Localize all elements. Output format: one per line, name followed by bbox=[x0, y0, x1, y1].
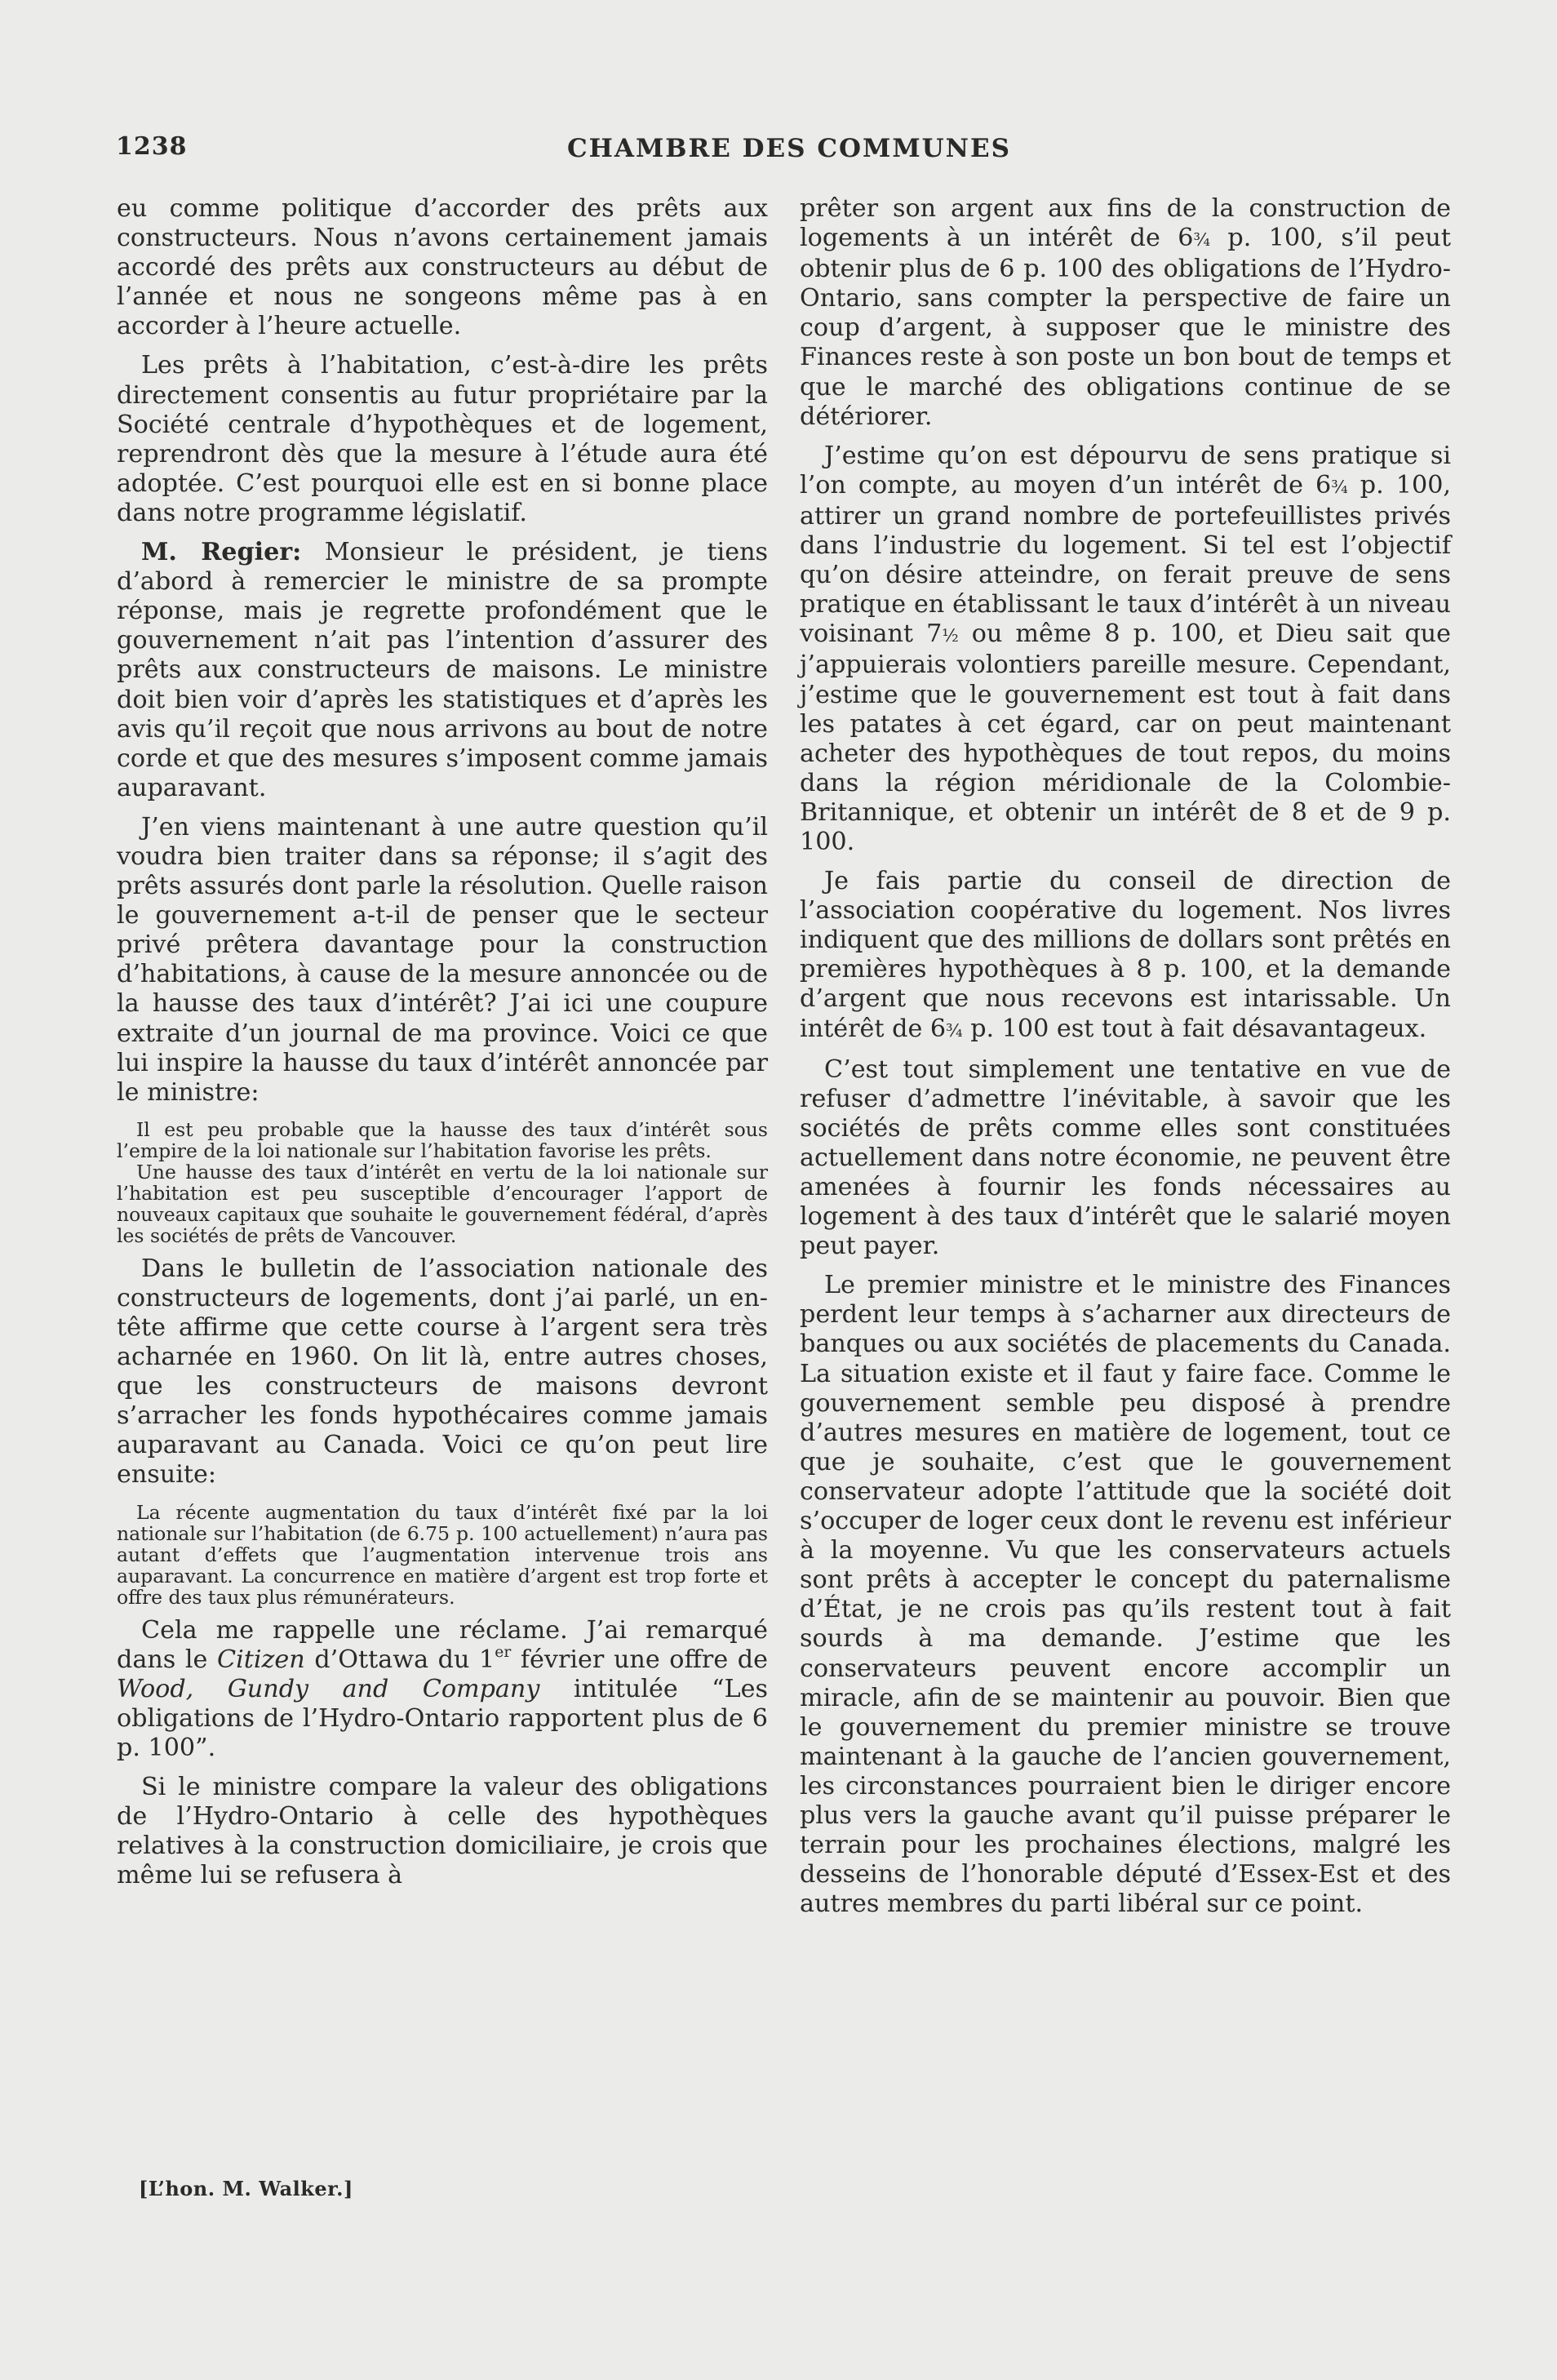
text-run: Je fais partie du conseil de direction de l’association coopérative du logement. Nos livres indiquent que des millions de dollars sont prêtés en premières hypothèques à 8 p. 100, et la demande d’argent que nous recevons est intarissable. Un intérêt de 6 bbox=[800, 867, 1451, 1043]
paragraph bbox=[800, 442, 1451, 857]
paragraph bbox=[800, 867, 1451, 1046]
text-run: prêter son argent aux fins de la construction de logements à un intérêt de 6 bbox=[800, 194, 1451, 253]
fraction: ¾ bbox=[1331, 476, 1348, 497]
paragraph bbox=[800, 194, 1451, 432]
paragraph: Si le ministre compare la valeur des obligations de l’Hydro-Ontario à celle des hypothèques relatives à la construction domiciliaire, je crois que même lui se refusera à bbox=[117, 1773, 768, 1890]
running-title: CHAMBRE DES COMMUNES bbox=[566, 134, 1012, 163]
ordinal-suffix: er bbox=[495, 1643, 512, 1661]
paragraph: eu comme politique d’accorder des prêts aux constructeurs. Nous n’avons certainement jamais accordé des prêts aux constructeurs au début de l’année et nous ne songeons même pas à en accorder à l’heure actuelle. bbox=[117, 194, 768, 341]
paragraph: Le premier ministre et le ministre des Finances perdent leur temps à s’acharner aux directeurs de banques ou aux sociétés de placements du Canada. La situation existe et il faut y faire face. Comme le gouvernement semble peu disposé à prendre d’autres mesures en matière de logement, tout ce que je souhaite, c’est que le gouvernement conservateur adopte l’attitude que la société doit s’occuper de loger ceux dont le revenu est inférieur à la moyenne. Vu que les conservateurs actuels sont prêts à accepter le concept du paternalisme d’État, je ne crois pas qu’ils restent tout à fait sourds à ma demande. J’estime que les conservateurs peuvent encore accomplir un miracle, afin de se maintenir au pouvoir. Bien que le gouvernement du premier ministre se trouve maintenant à la gauche de l’ancien gouvernement, les circonstances pourraient bien le diriger encore plus vers la gauche avant qu’il puisse préparer le terrain pour les prochaines élections, malgré les desseins de l’honorable député d’Essex-Est et des autres membres du parti libéral sur ce point. bbox=[800, 1271, 1451, 1919]
text-run: d’Ottawa du 1 bbox=[304, 1645, 495, 1674]
fraction: ½ bbox=[942, 625, 959, 646]
speaker-attribution: [L’hon. M. Walker.] bbox=[139, 2177, 353, 2200]
text-run: J’estime qu’on est dépourvu de sens pratique si l’on compte, au moyen d’un intérêt de 6 bbox=[800, 441, 1451, 500]
quote-paragraph: Il est peu probable que la hausse des taux d’intérêt sous l’empire de la loi nationale sur l’habitation favorise les prêts. bbox=[117, 1117, 768, 1162]
fraction: ¾ bbox=[1193, 229, 1210, 251]
quote-paragraph: Une hausse des taux d’intérêt en vertu de la loi nationale sur l’habitation est peu susceptible d’encourager l’apport de nouveaux capitaux que souhaite le gouvernement fédéral, d’après les sociétés de prêts de Vancouver. bbox=[117, 1160, 768, 1247]
text-run: février une offre de bbox=[511, 1645, 768, 1674]
paragraph: Dans le bulletin de l’association nationale des constructeurs de logements, dont j’ai parlé, un en-tête affirme que cette course à l’argent sera très acharnée en 1960. On lit là, entre autres choses, que les constructeurs de maisons devront s’arracher les fonds hypothécaires comme jamais auparavant au Canada. Voici ce qu’on peut lire ensuite: bbox=[117, 1254, 768, 1490]
quote-paragraph: La récente augmentation du taux d’intérêt fixé par la loi nationale sur l’habitation (de 6.75 p. 100 actuellement) n’aura pas autant d’effets que l’augmentation intervenue trois ans auparavant. La concurrence en matière d’argent est trop forte et offre des taux plus rémunérateurs. bbox=[117, 1500, 768, 1609]
left-column bbox=[117, 194, 768, 1900]
newspaper-name: Citizen bbox=[216, 1645, 305, 1674]
paragraph: J’en viens maintenant à une autre question qu’il voudra bien traiter dans sa réponse; il s’agit des prêts assurés dont parle la résolution. Quelle raison le gouvernement a-t-il de penser que le secteur privé prêtera davantage pour la construction d’habitations, à cause de la mesure annoncée ou de la hausse des taux d’intérêt? J’ai ici une coupure extraite d’un journal de ma province. Voici ce que lui inspire la hausse du taux d’intérêt annoncée par le ministre: bbox=[117, 812, 768, 1107]
company-name: Wood, Gundy and Company bbox=[117, 1674, 540, 1703]
text-run: p. 100, s’il peut obtenir plus de 6 p. 100 des obligations de l’Hydro-Ontario, sans compter la perspective de faire un coup d’argent, à supposer que le ministre des Finances reste à son poste un bon bout de temps et que le marché des obligations continue de se détériorer. bbox=[800, 224, 1451, 431]
speaker-name: M. Regier: bbox=[141, 538, 302, 567]
paragraph-speaker bbox=[117, 538, 768, 803]
speech-text: Monsieur le président, je tiens d’abord à remercier le ministre de sa prompte réponse, mais je regrette profondément que le gouvernement n’ait pas l’intention d’assurer des prêts aux constructeurs de maisons. Le ministre doit bien voir d’après les statistiques et d’après les avis qu’il reçoit que nous arrivons au bout de notre corde et que des mesures s’imposent comme jamais auparavant. bbox=[117, 538, 768, 802]
quotation bbox=[117, 1502, 768, 1608]
text-run: ou même 8 p. 100, et Dieu sait que j’appuierais volontiers pareille mesure. Cependant, j’estime que le gouvernement est tout à fait dans les patates à cet égard, car on peut maintenant acheter des hypothèques de tout repos, du moins dans la région méridionale de la Colombie-Britannique, et obtenir un intérêt de 8 et de 9 p. 100. bbox=[800, 619, 1451, 856]
text-run: p. 100 est tout à fait désavantageux. bbox=[962, 1014, 1427, 1043]
paragraph: C’est tout simplement une tentative en vue de refuser d’admettre l’inévitable, à savoir que les sociétés de prêts comme elles sont constituées actuellement dans notre économie, ne peuvent être amenées à fournir les fonds nécessaires au logement à des taux d’intérêt que le salarié moyen peut payer. bbox=[800, 1055, 1451, 1261]
page-header bbox=[116, 132, 1462, 168]
paragraph: Les prêts à l’habitation, c’est-à-dire les prêts directement consentis au futur propriétaire par la Société centrale d’hypothèques et de logement, reprendront dès que la mesure à l’étude aura été adoptée. C’est pourquoi elle est en si bonne place dans notre programme législatif. bbox=[117, 351, 768, 527]
text-run: p. 100, attirer un grand nombre de portefeuillistes privés dans l’industrie du logement. Si tel est l’objectif qu’on désire atteindre, on ferait preuve de sens pratique en établissant le taux d’intérêt à un niveau voisinant 7 bbox=[800, 470, 1451, 649]
text-run: intitulée “Les obligations de l’Hydro-Ontario rapportent plus de 6 p. 100”. bbox=[117, 1674, 768, 1762]
text-run: Cela me rappelle une réclame. J’ai remarqué dans le bbox=[117, 1615, 768, 1674]
fraction: ¾ bbox=[946, 1019, 963, 1041]
right-column bbox=[800, 194, 1451, 1929]
paragraph bbox=[117, 1616, 768, 1763]
page-number: 1238 bbox=[116, 132, 188, 161]
quotation bbox=[117, 1119, 768, 1246]
